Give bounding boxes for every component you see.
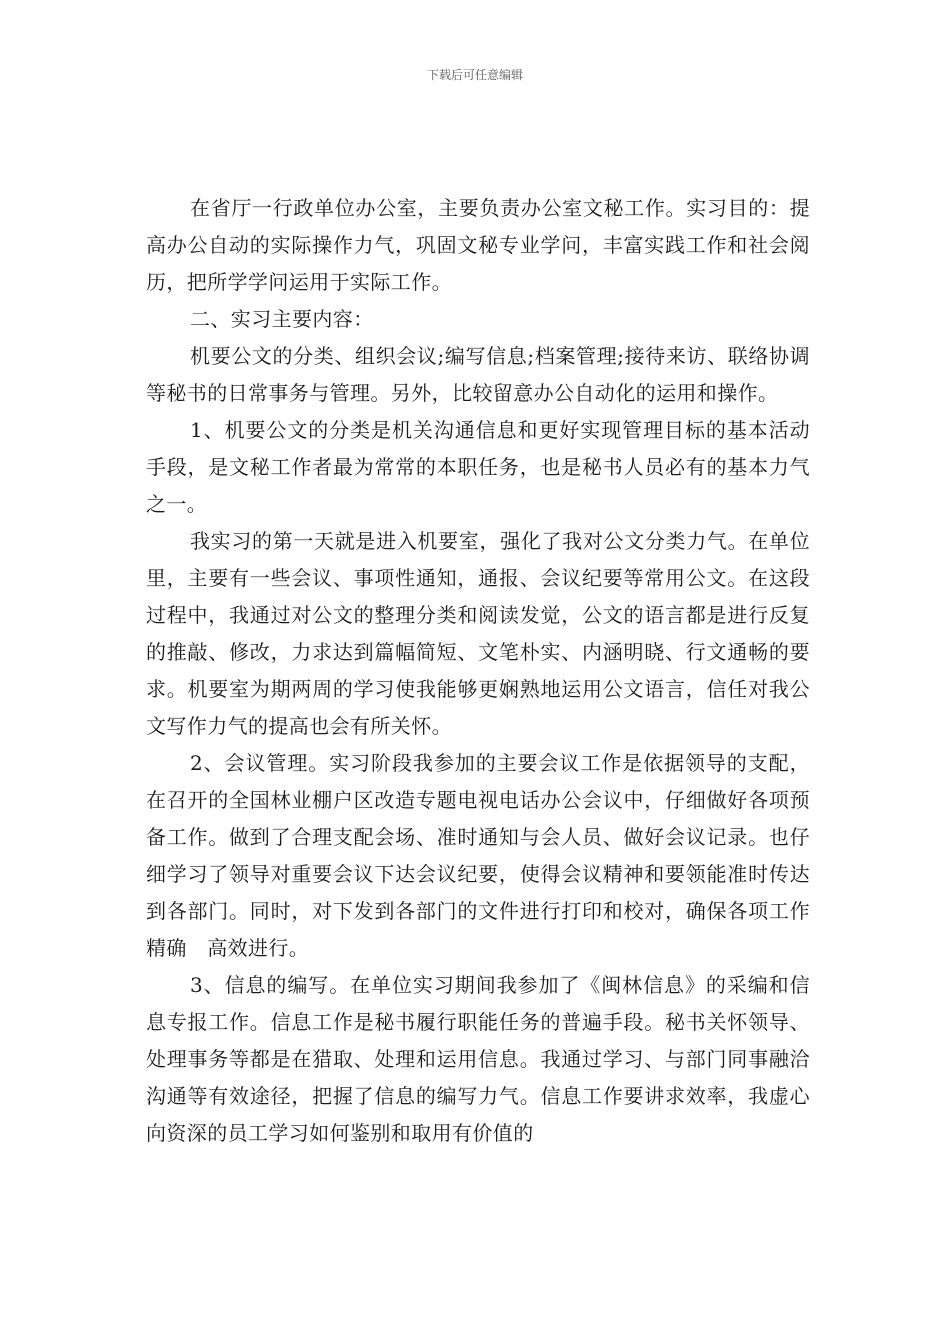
paragraph-internship-overview: 在省厅一行政单位办公室，主要负责办公室文秘工作。实习目的：提高办公自动的实际操作力气，巩固文秘专业学问，丰富实践工作和社会阅历，把所学学问运用于实际工作。 <box>146 196 810 294</box>
page-header: 下载后可任意编辑 <box>426 68 523 82</box>
section-heading-main-content: 二、实习主要内容： <box>190 307 374 331</box>
paragraph-first-day: 我实习的第一天就是进入机要室，强化了我对公文分类力气。在单位里，主要有一些会议、事项性通知，通报、会议纪要等常用公文。在这段过程中，我通过对公文的整理分类和阅读发觉，公文的语言都是进行反复的推敲、修改，力求达到篇幅简短、文笔朴实、内涵明晓、行文通畅的要求。机要室为期两周的学习使我能够更娴熟地运用公文语言，信任对我公文写作力气的提高也会有所关怀。 <box>146 529 810 738</box>
paragraph-meeting-management: 2、会议管理。实习阶段我参加的主要会议工作是依据领导的支配，在召开的全国林业棚户区改造专题电视电话办公会议中，仔细做好各项预备工作。做到了合理支配会场、准时通知与会人员、做好会议记录。也仔细学习了领导对重要会议下达会议纪要，使得会议精神和要领能准时传达到各部门。同时，对下发到各部门的文件进行打印和校对，确保各项工作精确 高效进行。 <box>146 751 810 960</box>
document-body <box>146 190 810 1152</box>
paragraph-information-writing: 3、信息的编写。在单位实习期间我参加了《闽林信息》的采编和信息专报工作。信息工作是秘书履行职能任务的普遍手段。秘书关怀领导、处理事务等都是在猎取、处理和运用信息。我通过学习、与部门同事融洽沟通等有效途径，把握了信息的编写力气。信息工作要讲求效率，我虚心向资深的员工学习如何鉴别和取用有价值的 <box>146 973 810 1145</box>
paragraph-document-classification: 1、机要公文的分类是机关沟通信息和更好实现管理目标的基本活动手段，是文秘工作者最为常常的本职任务，也是秘书人员必有的基本力气之一。 <box>146 418 810 516</box>
paragraph-content-summary: 机要公文的分类、组织会议;编写信息;档案管理;接待来访、联络协调等秘书的日常事务与管理。另外，比较留意办公自动化的运用和操作。 <box>146 344 810 405</box>
